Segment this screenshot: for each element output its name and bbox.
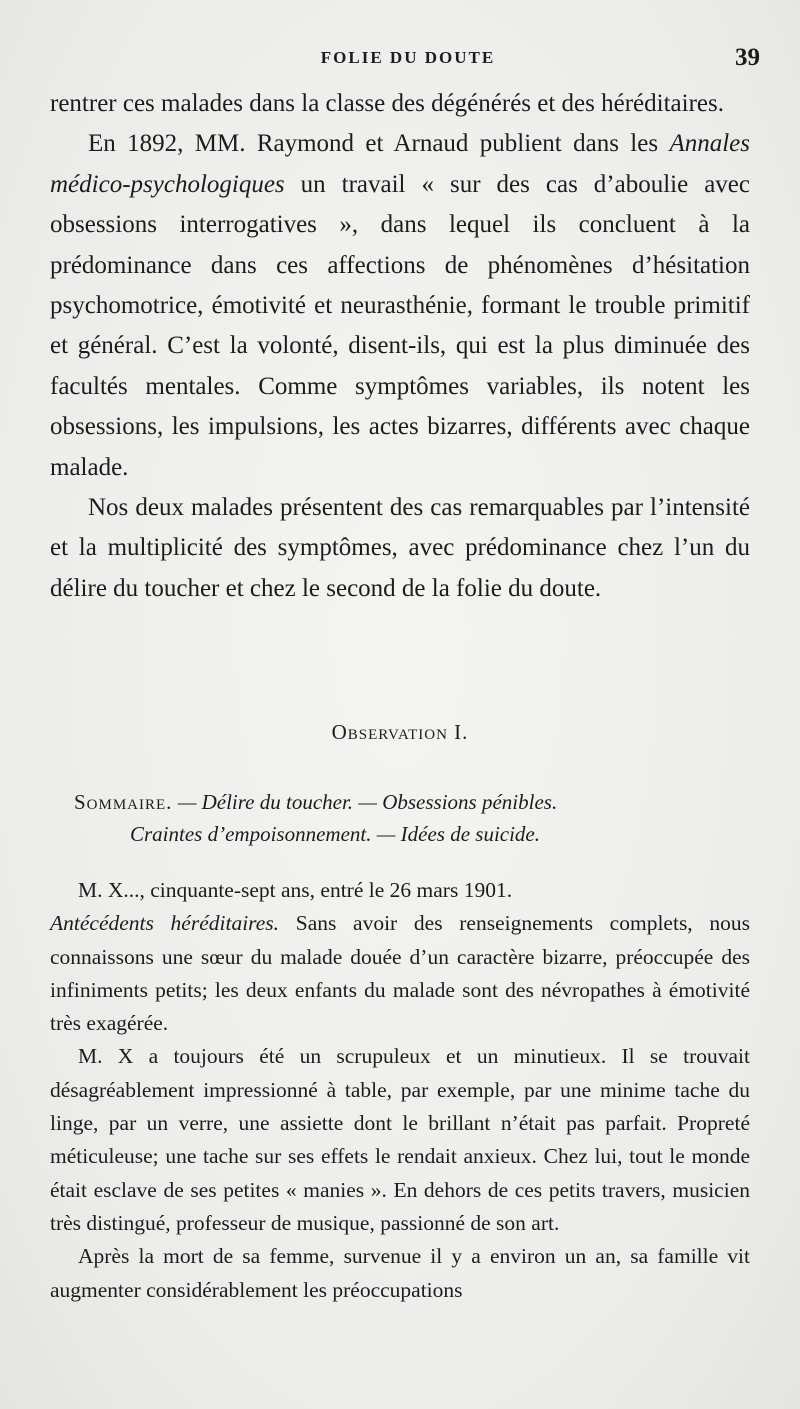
case-after-death: Après la mort de sa femme, survenue il y a environ un an, sa famille vit augmenter considérablement les préoccupations — [50, 1244, 750, 1302]
paragraph-raymond-arnaud — [50, 124, 750, 488]
page-number: 39 — [735, 44, 760, 71]
running-head — [48, 44, 768, 74]
case-intro: M. X..., cinquante-sept ans, entré le 26 mars 1901. — [78, 878, 513, 902]
paragraph-text: un travail « sur des cas d’aboulie avec obsessions interrogatives », dans lequel ils concluent à la prédominance dans ces affections de phénomènes d’hésitation psychomotrice, émotivité et neurasthénie, formant le trouble primitif et général. C’est la volonté, disent-ils, qui est la plus diminuée des facultés mentales. Comme symptômes variables, ils notent les obsessions, les impulsions, les actes bizarres, différents avec chaque malade. — [50, 170, 750, 481]
paragraph-text: Sans avoir des renseignements complets, nous connaissons une sœur du malade douée d’un caractère bizarre, préoccupée des infiniments petits; les deux enfants du malade sont des névropathes à émotivité très exagérée. — [50, 911, 750, 1036]
summary-text: — Délire du toucher. — Obsessions pénibles. — [177, 790, 558, 814]
case-heredity — [50, 907, 750, 1040]
paragraph-text: En 1892, MM. Raymond et Arnaud publient dans les — [88, 130, 670, 158]
case-character: M. X a toujours été un scrupuleux et un minutieux. Il se trouvait désagréablement impressionné à table, par exemple, par une minime tache du linge, par un verre, une assiette dont le brillant n’était pas parfait. Propreté méticuleuse; une tache sur ses effets le rendait anxieux. Chez lui, tout le monde était esclave de ses petites « manies ». En dehors de ces petits travers, musicien très distingué, professeur de musique, passionné de son art. — [50, 1044, 750, 1235]
running-title: FOLIE DU DOUTE — [320, 48, 496, 67]
paragraph-two-patients: Nos deux malades présentent des cas remarquables par l’intensité et la multiplicité des symptômes, avec prédominance chez l’un du délire du toucher et chez le second de la folie du doute. — [50, 494, 750, 602]
paragraph-continuation: rentrer ces malades dans la classe des dégénérés et des héréditaires. — [50, 90, 724, 117]
observation-heading: Observation I. — [331, 720, 469, 744]
summary-line — [74, 786, 750, 818]
journal-title: Annales médico-psychologiques — [50, 130, 750, 198]
section-label: Antécédents héréditaires. — [50, 911, 280, 936]
summary-line-2: Craintes d’empoisonnement. — Idées de suicide. — [130, 822, 541, 846]
summary-block — [74, 786, 750, 850]
main-text — [50, 84, 750, 609]
case-text — [50, 874, 750, 1307]
summary-label: Sommaire. — [74, 790, 173, 814]
